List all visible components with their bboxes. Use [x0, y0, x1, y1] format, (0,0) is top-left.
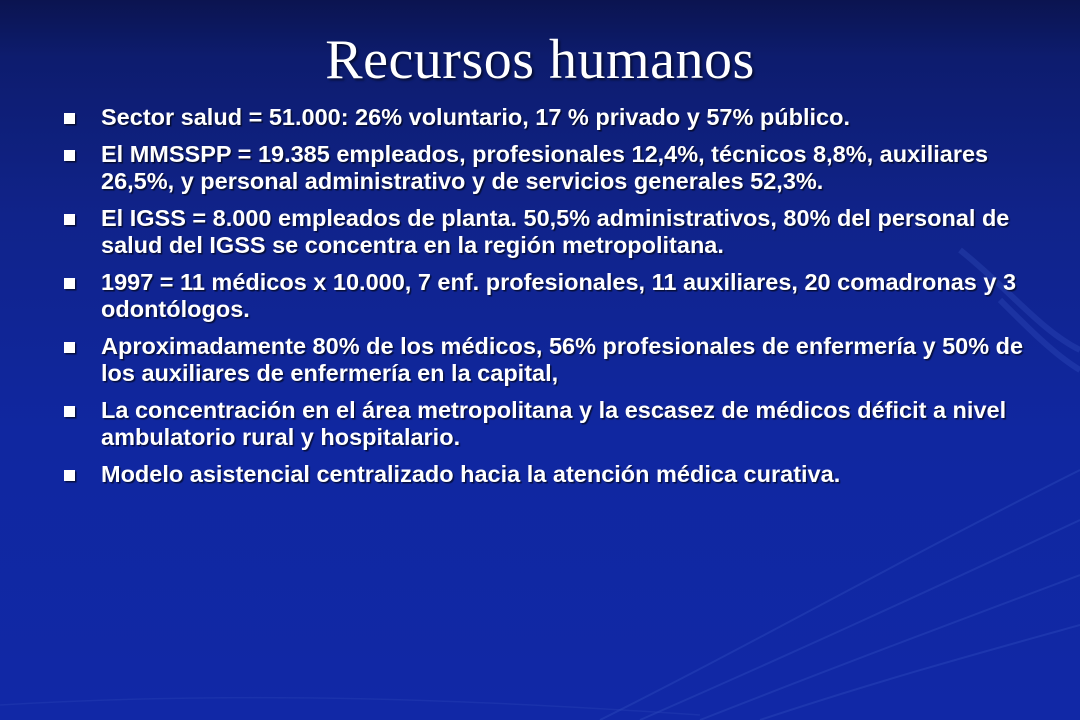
bullet-text: La concentración en el área metropolitana y la escasez de médicos déficit a nivel ambulatorio rural y hospitalario.	[101, 397, 1007, 450]
slide-title: Recursos humanos	[325, 29, 755, 91]
bullet-list	[64, 104, 1024, 498]
square-bullet-icon	[64, 278, 75, 289]
square-bullet-icon	[64, 113, 75, 124]
bullet-text: Modelo asistencial centralizado hacia la atención médica curativa.	[101, 461, 841, 487]
square-bullet-icon	[64, 214, 75, 225]
bullet-text: Sector salud = 51.000: 26% voluntario, 17 % privado y 57% público.	[101, 104, 851, 130]
list-item	[64, 141, 1024, 195]
bullet-text: El IGSS = 8.000 empleados de planta. 50,5% administrativos, 80% del personal de salud del IGSS se concentra en la región metropolitana.	[101, 205, 1010, 258]
list-item	[64, 104, 1024, 131]
bullet-text: Aproximadamente 80% de los médicos, 56% profesionales de enfermería y 50% de los auxiliares de enfermería en la capital,	[101, 333, 1024, 386]
bullet-text: 1997 = 11 médicos x 10.000, 7 enf. profesionales, 11 auxiliares, 20 comadronas y 3 odontólogos.	[101, 269, 1017, 322]
list-item	[64, 461, 1024, 488]
square-bullet-icon	[64, 342, 75, 353]
square-bullet-icon	[64, 150, 75, 161]
list-item	[64, 397, 1024, 451]
square-bullet-icon	[64, 470, 75, 481]
list-item	[64, 269, 1024, 323]
list-item	[64, 205, 1024, 259]
square-bullet-icon	[64, 406, 75, 417]
bullet-text: El MMSSPP = 19.385 empleados, profesionales 12,4%, técnicos 8,8%, auxiliares 26,5%, y personal administrativo y de servicios generales 52,3%.	[101, 141, 989, 194]
list-item	[64, 333, 1024, 387]
